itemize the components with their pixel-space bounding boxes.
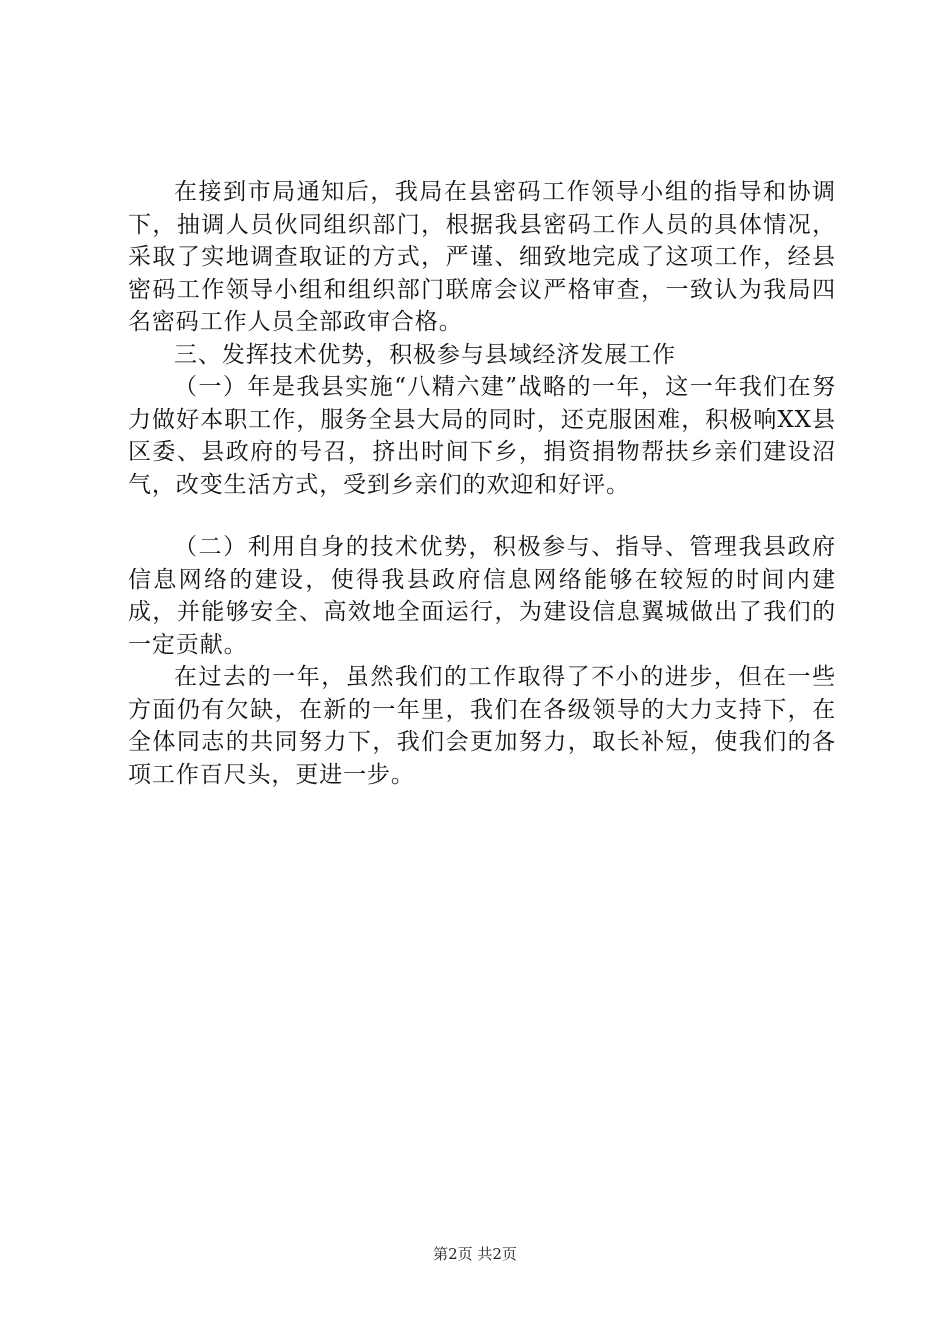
paragraph-conclusion: 在过去的一年，虽然我们的工作取得了不小的进步，但在一些方面仍有欠缺，在新的一年里，我们在各级领导的大力支持下，在全体同志的共同努力下，我们会更加努力，取长补短，使我们的各项工作百尺头，更进一步。 — [128, 664, 836, 788]
paragraph-item-2: （二）利用自身的技术优势，积极参与、指导、管理我县政府信息网络的建设，使得我县政府信息网络能够在较短的时间内建成，并能够安全、高效地全面运行，为建设信息翼城做出了我们的一定贡献。 — [128, 534, 836, 658]
page-number-footer: 第2页 共2页 — [433, 1245, 517, 1263]
document-body — [128, 176, 836, 791]
paragraph-vetting-result: 在接到市局通知后，我局在县密码工作领导小组的指导和协调下，抽调人员伙同组织部门，根据我县密码工作人员的具体情况，采取了实地调查取证的方式，严谨、细致地完成了这项工作，经县密码工作领导小组和组织部门联席会议严格审查，一致认为我局四名密码工作人员全部政审合格。 — [128, 179, 836, 335]
paragraph-item-1: （一）年是我县实施“八精六建”战略的一年，这一年我们在努力做好本职工作，服务全县大局的同时，还克服困难，积极响XX县区委、县政府的号召，挤出时间下乡，捐资捐物帮扶乡亲们建设沼气，改变生活方式，受到乡亲们的欢迎和好评。 — [128, 374, 836, 498]
section-heading-3: 三、发挥技术优势，积极参与县域经济发展工作 — [174, 341, 676, 368]
